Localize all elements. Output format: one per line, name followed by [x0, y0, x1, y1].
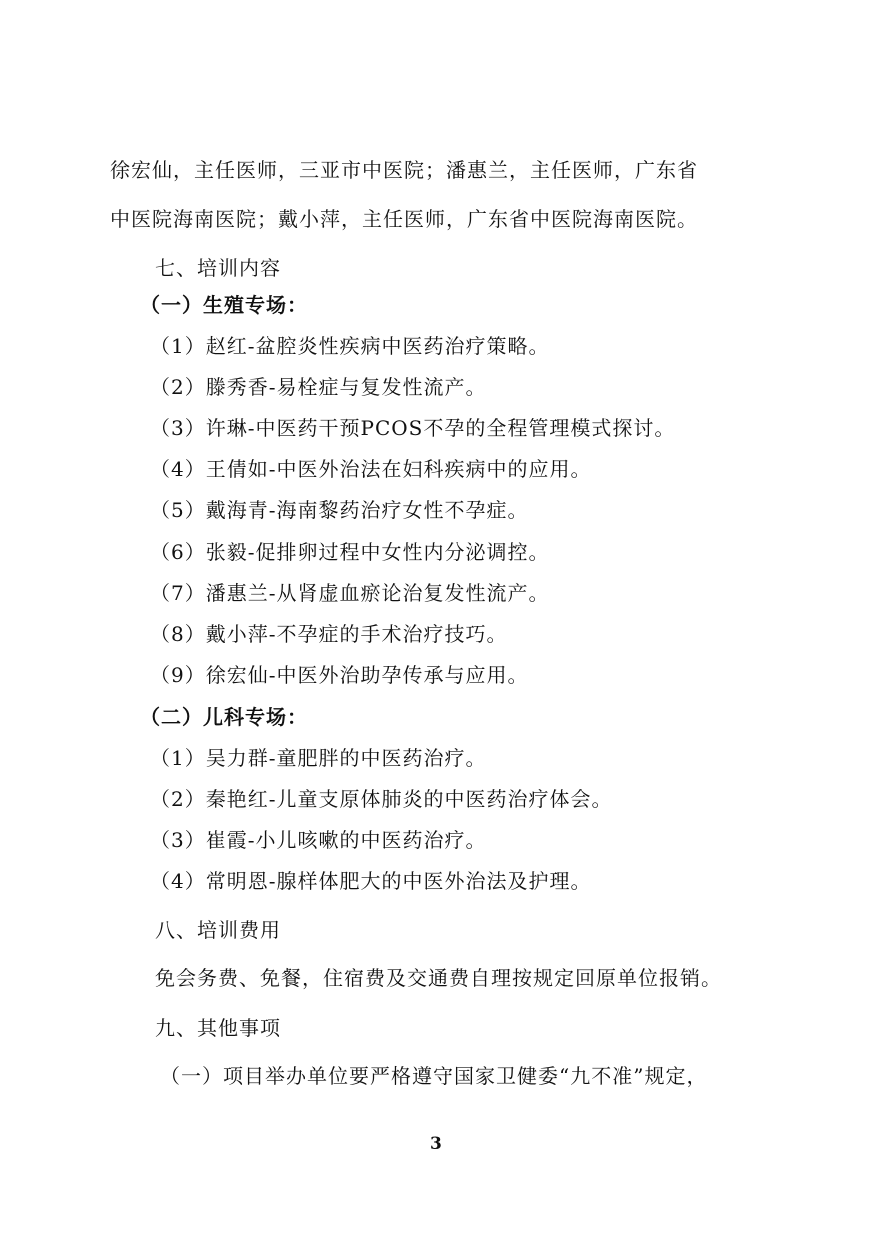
section-heading: 八、培训费用 [155, 918, 281, 942]
list-item: （6）张毅-促排卵过程中女性内分泌调控。 [150, 540, 550, 564]
list-item: （5）戴海青-海南黎药治疗女性不孕症。 [150, 498, 529, 522]
intro-line: 中医院海南医院；戴小萍，主任医师，广东省中医院海南医院。 [110, 207, 698, 231]
list-item: （8）戴小萍-不孕症的手术治疗技巧。 [150, 622, 508, 646]
list-item: （4）常明恩-腺样体肥大的中医外治法及护理。 [150, 869, 592, 893]
list-item: （1）吴力群-童肥胖的中医药治疗。 [150, 746, 487, 770]
subsection-title: （一）生殖专场： [140, 293, 308, 317]
list-item: （1）赵红-盆腔炎性疾病中医药治疗策略。 [150, 334, 550, 358]
list-item: （7）潘惠兰-从肾虚血瘀论治复发性流产。 [150, 581, 550, 605]
list-item: （2）秦艳红-儿童支原体肺炎的中医药治疗体会。 [150, 787, 613, 811]
list-item: （2）滕秀香-易栓症与复发性流产。 [150, 375, 487, 399]
subsection-title: （二）儿科专场： [140, 705, 308, 729]
intro-line: 徐宏仙，主任医师，三亚市中医院；潘惠兰，主任医师，广东省 [110, 158, 698, 182]
list-item: （3）许琳-中医药干预PCOS不孕的全程管理模式探讨。 [150, 416, 676, 440]
list-item: （4）王倩如-中医外治法在妇科疾病中的应用。 [150, 457, 592, 481]
paragraph: 免会务费、免餐，住宿费及交通费自理按规定回原单位报销。 [155, 966, 722, 990]
section-heading: 九、其他事项 [155, 1016, 281, 1040]
paragraph: （一）项目举办单位要严格遵守国家卫健委“九不准”规定， [160, 1064, 708, 1088]
list-item: （9）徐宏仙-中医外治助孕传承与应用。 [150, 663, 529, 687]
page-number: 3 [430, 1134, 442, 1154]
section-heading: 七、培训内容 [155, 256, 281, 280]
list-item: （3）崔霞-小儿咳嗽的中医药治疗。 [150, 828, 487, 852]
